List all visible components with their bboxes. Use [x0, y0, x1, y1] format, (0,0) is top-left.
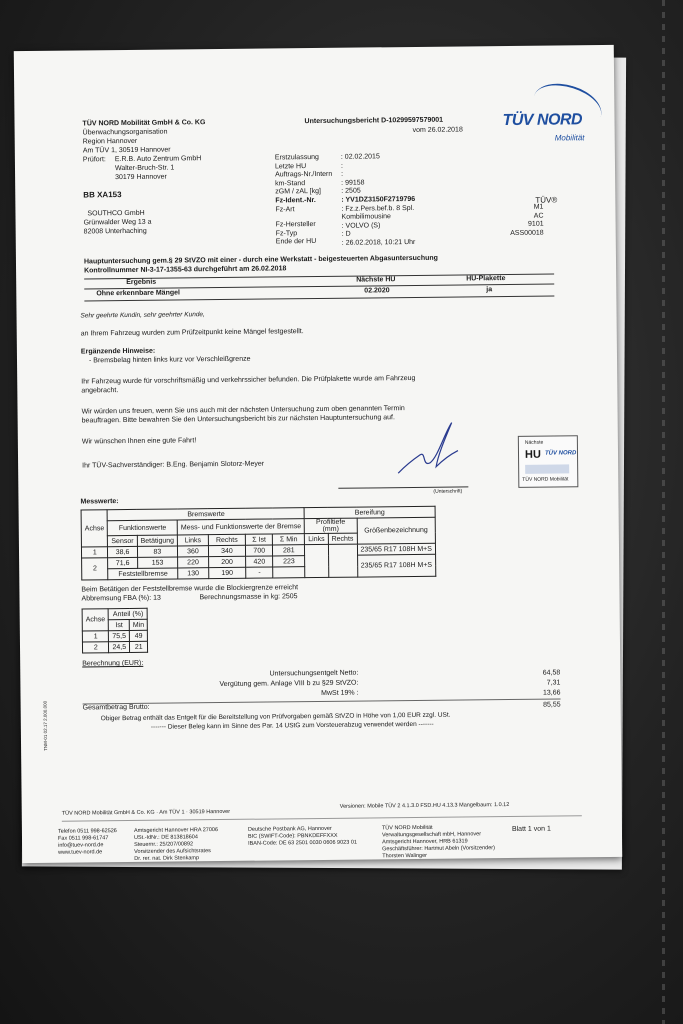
cell-tire: 235/65 R17 108H M+S	[357, 554, 436, 577]
table-row	[82, 641, 147, 653]
cell-achse: 1	[81, 547, 108, 558]
th-betaetigung: Betätigung	[137, 535, 178, 546]
cell-park-rechts: 190	[208, 567, 246, 578]
inspector-signature	[386, 414, 477, 485]
logo-subtitle: Mobilität	[554, 133, 585, 143]
vehicle-field-value: : 2505	[341, 187, 361, 196]
cell-share-min: 49	[129, 630, 147, 641]
measure-note-2: Abbremsung FBA (%): 13	[81, 594, 161, 603]
cell-rechts: 340	[208, 545, 246, 556]
pruefort-1: E.R.B. Auto Zentrum GmbH	[114, 155, 202, 164]
cell-profil-rechts	[328, 544, 357, 577]
inspector-name: Ihr TÜV-Sachverständiger: B.Eng. Benjamin Slotorz-Meyer	[82, 460, 265, 470]
th-share-anteil: Anteil (%)	[109, 608, 148, 619]
footer-versions: Versionen: Mobile TÜV 2 4.1.3.0 FSD.HU 4.13.3 Mangelbaum: 1.0.12	[339, 802, 510, 810]
sticker-tag-shape	[525, 464, 569, 473]
footer-line: USt.-IdNr.: DE 813818604	[133, 834, 198, 841]
hint-1: - Bremsbelag hinten links kurz vor Verschleißgrenze	[88, 355, 251, 365]
vehicle-field-labels	[275, 154, 333, 248]
footer-contact	[58, 828, 117, 857]
vehicle-field-label: km-Stand	[275, 179, 306, 188]
cell-sum-ist: 700	[246, 545, 273, 556]
owner-line-3: 82008 Unterhaching	[83, 227, 147, 236]
cell-links: 360	[178, 546, 209, 557]
vehicle-code: AC	[533, 212, 544, 220]
cell-sensor: 38,6	[108, 546, 137, 557]
th-links: Links	[177, 535, 208, 546]
th-funktion: Funktionswerte	[108, 520, 178, 536]
cell-sum-min: 281	[273, 545, 305, 556]
signature-label: (Unterschrift)	[433, 488, 463, 495]
cell-betaetigung: 83	[137, 546, 178, 557]
footer-line: IBAN-Code: DE 63 2501 0030 0606 9023 01	[248, 839, 357, 847]
billing-label-2: Vergütung gem. Anlage VIII b zu §29 StVZO:	[219, 679, 359, 689]
cell-sum-ist: 420	[246, 556, 273, 567]
vehicle-field-label: Erstzulassung	[274, 153, 319, 162]
side-form-code: TNM-01 02.17 2.000.000	[42, 700, 49, 751]
paragraph-3b: beauftragen. Bitte bewahren Sie den Untersuchungsbericht bis zur nächsten Hauptuntersuchung auf.	[81, 414, 395, 425]
sticker-brand: TÜV NORD	[544, 450, 577, 457]
footer-registry	[134, 827, 218, 863]
footer-line: BIC (SWIFT-Code): PBNKDEFFXXX	[247, 832, 338, 840]
footer-line: Steuernr.: 25/207/00892	[134, 841, 194, 848]
vehicle-field-label: Ende der HU	[275, 238, 317, 246]
billing-note-2: ------- Dieser Beleg kann im Sinne des Par. 14 UStG zum Vorsteuerabzug verwendet werden -------	[150, 720, 434, 731]
billing-value-2: 7,31	[546, 679, 561, 687]
th-groesse: Größenbezeichnung	[357, 517, 436, 544]
col-result: Ergebnis	[126, 278, 157, 286]
th-bremswerte: Bremswerte	[108, 508, 305, 521]
paragraph-4: Wir wünschen Ihnen eine gute Fahrt!	[81, 437, 197, 446]
th-share-achse: Achse	[82, 609, 109, 631]
vehicle-field-value: :	[341, 170, 344, 178]
vehicle-field-values	[341, 153, 416, 248]
cell-share-ist: 75,5	[109, 630, 130, 641]
inspection-report-page	[14, 45, 622, 863]
footer-management	[382, 824, 495, 860]
cell-park-label: Feststellbremse	[108, 568, 178, 580]
cell-sensor: 71,6	[108, 557, 137, 568]
billing-title: Berechnung (EUR):	[82, 659, 144, 668]
footer-line: Telefon 0511 998-62526	[57, 828, 117, 835]
next-hu-value: 02.2020	[364, 287, 390, 295]
vehicle-field-label: zGM / zAL [kg]	[275, 188, 321, 196]
vehicle-field-label: Letzte HU	[274, 162, 307, 171]
vehicle-field-value: : 26.02.2018, 10:21 Uhr	[341, 238, 416, 247]
footer-line: TÜV NORD Mobilität	[381, 824, 433, 832]
cell-park-ist: -	[246, 567, 273, 578]
th-achse: Achse	[81, 510, 108, 547]
vehicle-field-label: Auftrags-Nr./Intern	[275, 171, 333, 179]
cell-links: 220	[178, 557, 209, 568]
vehicle-code: M1	[533, 203, 544, 211]
report-date: vom 26.02.2018	[412, 126, 463, 134]
vehicle-field-value: Kombilimousine	[341, 213, 391, 221]
footer-line: info@tuev-nord.de	[58, 842, 104, 849]
cell-betaetigung: 153	[137, 557, 178, 568]
th-rechts: Rechts	[208, 534, 246, 545]
cell-park-min	[273, 567, 305, 578]
vehicle-field-label: Fz-Ident.-Nr.	[275, 196, 316, 205]
footer-line: Amtsgericht Hannover, HRB 61319	[382, 838, 468, 846]
billing-label-1: Untersuchungsentgelt Netto:	[269, 669, 359, 678]
footer-line: www.tuev-nord.de	[58, 849, 103, 856]
vehicle-field-label: Fz-Hersteller	[275, 221, 316, 229]
tuev-nord-logo: TÜV NORD	[502, 111, 583, 130]
footer-line: Verwaltungsgesellschaft mbH, Hannover	[381, 831, 482, 839]
cell-profil-links	[305, 544, 329, 577]
summary-title-1: Hauptuntersuchung gem.§ 29 StVZO mit einer - durch eine Werkstatt - beigesteuerten Abgasuntersuchung	[83, 254, 438, 266]
th-sensor: Sensor	[108, 535, 137, 546]
table-row	[82, 630, 147, 642]
measure-note-1: Beim Betätigen der Feststellbremse wurde die Blockiergrenze erreicht	[81, 584, 299, 594]
vehicle-field-value: : Fz.z.Pers.bef.b. 8 Spl.	[341, 204, 415, 213]
measure-note-3: Berechnungsmasse in kg: 2505	[199, 593, 298, 602]
th-sum-min: Σ Min	[273, 534, 305, 545]
paragraph-3a: Wir würden uns freuen, wenn Sie uns auch mit der nächsten Untersuchung zum oben genannten Termin	[81, 405, 405, 416]
share-table	[82, 608, 149, 654]
billing-label-3: MwSt 19% :	[321, 689, 359, 697]
billing-note-1: Obiger Betrag enthält das Entgelt für die Bereitstellung von Prüfvorgaben gemäß StVZO in Höhe von 1,00 EUR zzgl. USt.	[100, 711, 451, 723]
paragraph-2b: angebracht.	[81, 387, 119, 395]
vehicle-code: ASS00018	[510, 229, 544, 237]
owner-line-2: Grünwalder Weg 13 a	[83, 218, 152, 227]
org-line-3: Am TÜV 1, 30519 Hannover	[82, 146, 171, 155]
org-line-1: Überwachungsorganisation	[82, 128, 168, 137]
cell-achse: 2	[82, 558, 109, 580]
summary-title-2: Kontrollnummer NI-3-17-1355-63 durchgeführt am 26.02.2018	[84, 265, 287, 275]
footer-line: Vorsitzender des Aufsichtsrates	[134, 848, 211, 855]
vehicle-field-value: : 99158	[341, 179, 365, 187]
pruefort-2: Walter-Bruch-Str. 1	[114, 164, 175, 173]
cell-sum-min: 223	[273, 556, 305, 567]
pruefort-3: 30179 Hannover	[115, 173, 167, 182]
vehicle-field-value: : YV1DZ3150F2719796	[341, 195, 416, 204]
company-name: TÜV NORD Mobilität GmbH & Co. KG	[82, 119, 206, 128]
th-bereifung: Bereifung	[304, 506, 435, 518]
sticker-small-text: Nächste	[524, 439, 544, 446]
page-number: Blatt 1 von 1	[511, 825, 551, 833]
cell-share-ist: 24,5	[109, 641, 130, 652]
measurements-table	[81, 506, 437, 581]
billing-label-4: Gesamtbetrag Brutto:	[82, 703, 150, 712]
cell-tire: 235/65 R17 108H M+S	[357, 543, 436, 555]
cell-share-achse: 2	[82, 642, 109, 653]
sticker-hu: HU	[524, 448, 541, 461]
sticker-foot: TÜV NORD Mobilität	[522, 476, 569, 483]
th-mm: (mm)	[322, 525, 339, 533]
hu-plate-sticker	[518, 435, 579, 488]
vehicle-code: 9101	[527, 220, 544, 228]
vehicle-field-value: : D	[341, 230, 351, 239]
hu-plate-value: ja	[486, 286, 493, 294]
th-mess: Mess- und Funktionswerte der Bremse	[177, 519, 304, 535]
paragraph-2a: Ihr Fahrzeug wurde für vorschriftsmäßig und verkehrssicher befunden. Die Prüfplakette wurde am Fahrzeug	[81, 374, 416, 386]
footer-line: Thorsten Walinger	[382, 852, 427, 860]
hints-title: Ergänzende Hinweise:	[80, 347, 156, 356]
vehicle-field-value: : VOLVO (S)	[341, 222, 381, 230]
salutation: Sehr geehrte Kundin, sehr geehrter Kunde,	[80, 311, 205, 320]
seat-stitching	[662, 0, 665, 1024]
billing-divider	[83, 698, 561, 704]
th-share-ist: Ist	[109, 619, 130, 630]
org-line-2: Region Hannover	[82, 137, 138, 146]
th-profil	[305, 518, 357, 534]
footer-line: Geschäftsführer: Hartmut Abeln (Vorsitzender)	[382, 845, 495, 853]
result-value: Ohne erkennbare Mängel	[96, 289, 180, 298]
report-title: Untersuchungsbericht D-10299597579001	[304, 116, 444, 126]
paragraph-1: an Ihrem Fahrzeug wurden zum Prüfzeitpunkt keine Mängel festgestellt.	[80, 328, 304, 338]
cell-park-links: 130	[178, 568, 209, 579]
footer-line: Dr. rer. nat. Dirk Stenkamp	[134, 855, 200, 862]
th-profil-links: Links	[305, 533, 328, 544]
th-sum-ist: Σ Ist	[246, 534, 273, 545]
billing-value-3: 13,66	[542, 689, 561, 697]
footer-line: Fax 0511 998-61747	[57, 835, 109, 842]
vehicle-field-label: Fz-Art	[275, 205, 295, 213]
vehicle-field-label: Fz-Typ	[275, 229, 298, 238]
billing-value-4: 85,55	[543, 701, 561, 709]
footer-bank	[248, 826, 357, 848]
th-profil-label: Profiltiefe	[316, 518, 346, 527]
measurements-title: Messwerte:	[80, 498, 119, 506]
owner-line-1: SOUTHCO GmbH	[87, 209, 145, 218]
cell-rechts: 200	[208, 556, 246, 567]
cell-share-min: 21	[130, 641, 148, 652]
footer-line: Amtsgericht Hannover HRA 27006	[133, 827, 219, 834]
footer-line: Deutsche Postbank AG, Hannover	[247, 825, 332, 833]
vehicle-codes	[495, 204, 543, 239]
tuev-mark: TÜV®	[535, 195, 558, 205]
license-plate: BB XA153	[83, 190, 122, 200]
billing-value-1: 64,58	[542, 669, 561, 677]
col-hu-plate: HU-Plakette	[466, 275, 506, 283]
footer-company: TÜV NORD Mobilität GmbH & Co. KG · Am TÜV 1 · 30519 Hannover	[61, 808, 231, 817]
col-next-hu: Nächste HU	[356, 276, 396, 284]
vehicle-field-value: : 02.02.2015	[340, 153, 380, 161]
pruefort-label: Prüfort:	[82, 156, 106, 164]
th-share-min: Min	[129, 619, 147, 630]
th-profil-rechts: Rechts	[328, 533, 357, 544]
vehicle-field-value: :	[340, 162, 343, 170]
cell-share-achse: 1	[82, 631, 109, 642]
